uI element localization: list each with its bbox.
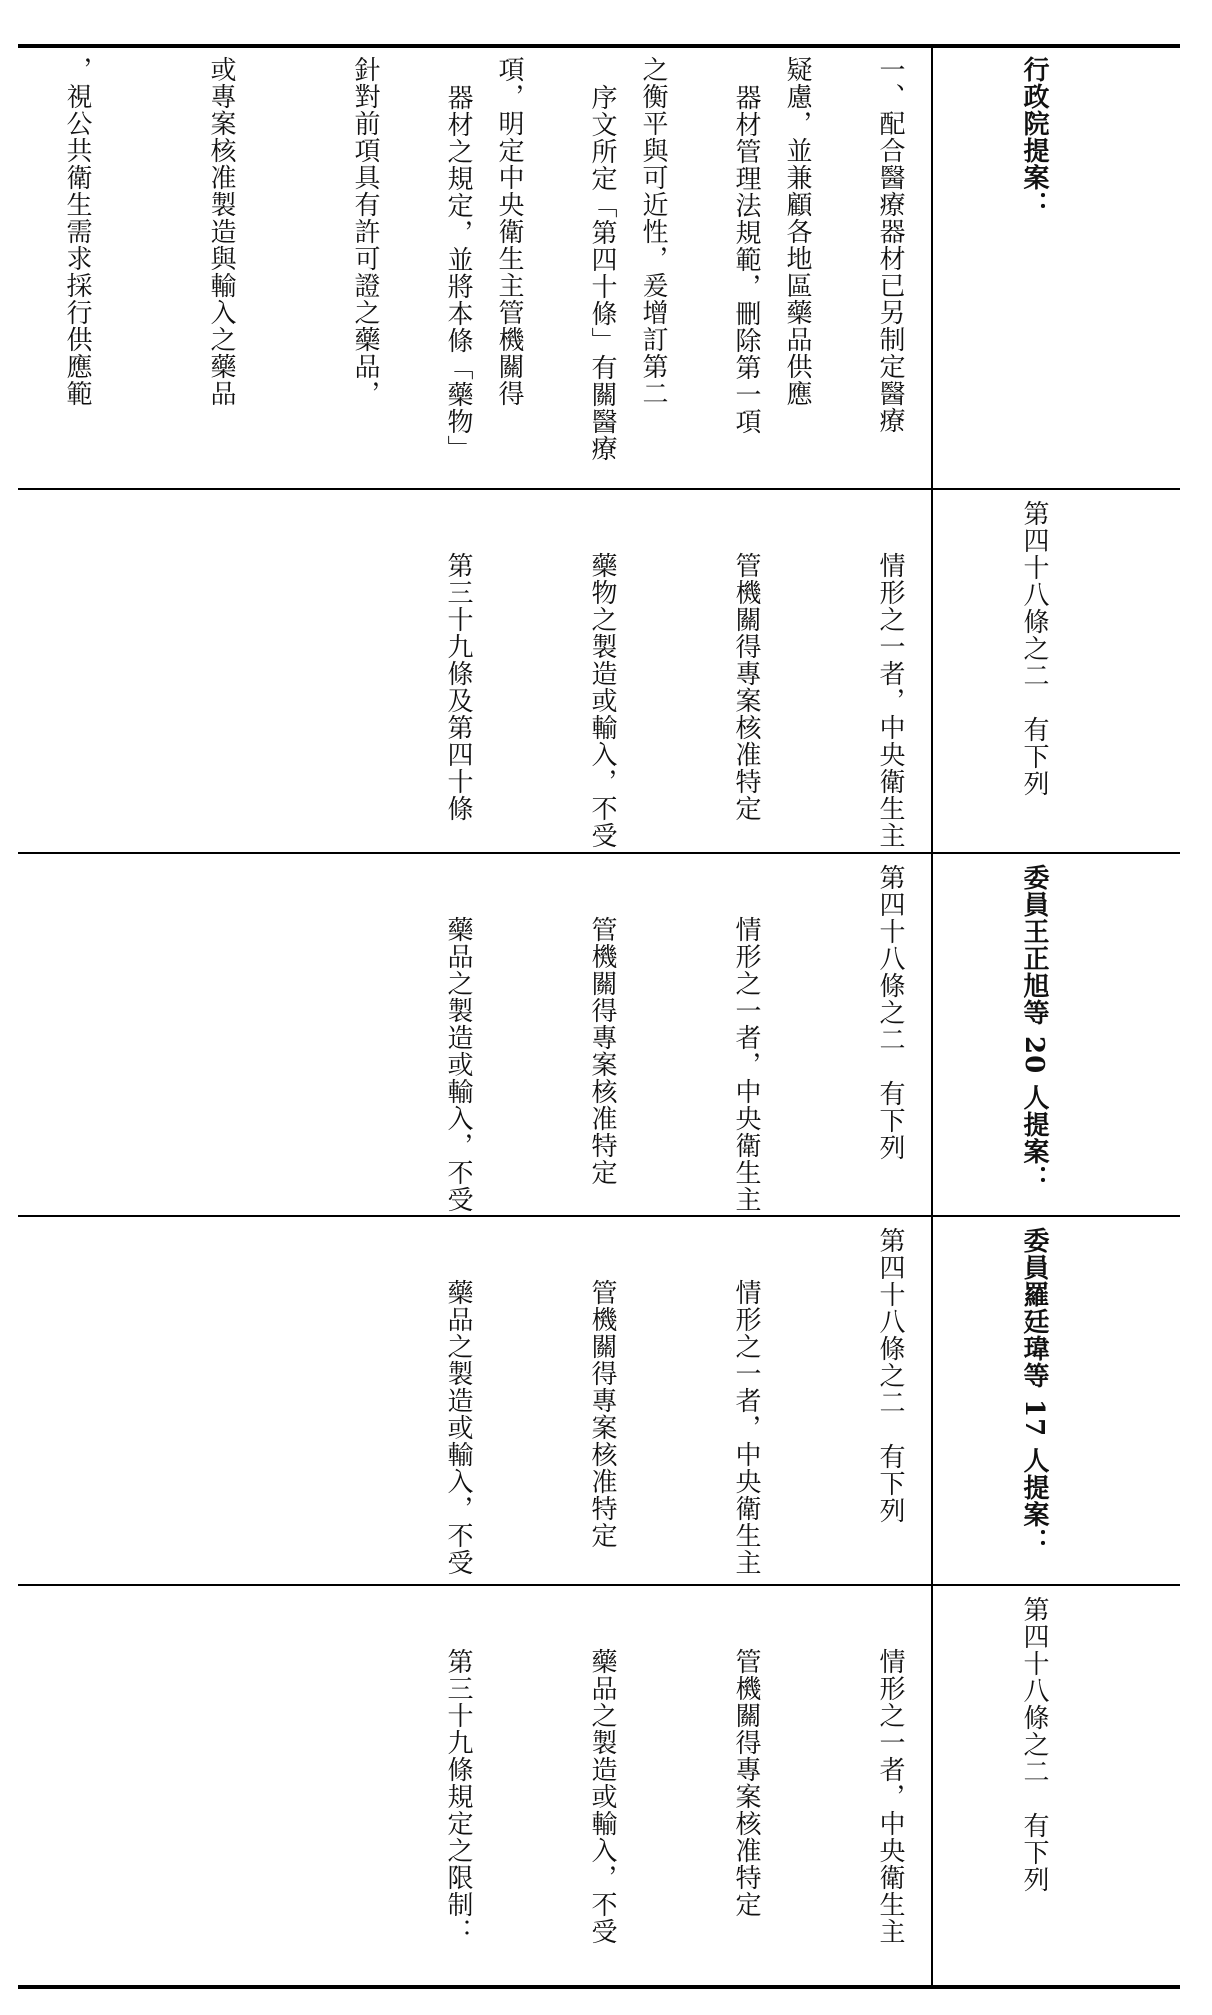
row-divider bbox=[933, 852, 1180, 854]
text-line: 藥品之製造或輸入，不受 bbox=[443, 1279, 473, 1576]
text-line: 情形之一者，中央衛生主 bbox=[731, 916, 761, 1213]
row-divider bbox=[933, 488, 1180, 490]
text-line: ，視公共衛生需求採行供應範 bbox=[62, 56, 92, 407]
text-line: 管機關得專案核准特定 bbox=[587, 1279, 617, 1549]
row-divider bbox=[933, 1584, 1180, 1586]
row-divider bbox=[18, 1584, 931, 1586]
text-line: 疑慮，並兼顧各地區藥品供應 bbox=[782, 56, 812, 407]
text-line: 藥品之製造或輸入，不受 bbox=[443, 916, 473, 1213]
text-line: 第四十八條之二 有下列 bbox=[1019, 500, 1049, 797]
executive-yuan-proposal bbox=[338, 56, 1154, 476]
text-line: 情形之一者，中央衛生主 bbox=[731, 1279, 761, 1576]
row-divider bbox=[933, 1215, 1180, 1217]
legislator-lo-proposal bbox=[338, 1227, 1154, 1576]
text-line: 器材之規定，並將本條「藥物」 bbox=[443, 84, 473, 462]
text-line: 或專案核准製造與輸入之藥品 bbox=[206, 56, 236, 407]
provision-text-section5 bbox=[338, 1596, 1154, 1976]
proposal-title: 委員羅廷瑋等 17 人提案： bbox=[1019, 1227, 1049, 1556]
row-divider bbox=[18, 1215, 931, 1217]
comparison-table bbox=[18, 44, 1180, 1989]
text-line: 藥物之製造或輸入，不受 bbox=[587, 552, 617, 849]
proposal-title: 委員王正旭等 20 人提案： bbox=[1019, 864, 1049, 1193]
provision-text-section2 bbox=[338, 500, 1154, 849]
text-line: 情形之一者，中央衛生主 bbox=[875, 1648, 905, 1945]
legislator-wang-proposal bbox=[338, 864, 1154, 1213]
text-line: 序文所定「第四十條」有關醫療 bbox=[587, 84, 617, 462]
text-line: 第四十八條之二 有下列 bbox=[1019, 1596, 1049, 1893]
text-line: 管機關得專案核准特定 bbox=[731, 552, 761, 822]
row-divider bbox=[18, 488, 931, 490]
text-line: 第四十八條之二 有下列 bbox=[875, 864, 905, 1161]
text-line: 管機關得專案核准特定 bbox=[731, 1648, 761, 1918]
text-line: 管機關得專案核准特定 bbox=[587, 916, 617, 1186]
text-line: 器材管理法規範，刪除第一項 bbox=[731, 84, 761, 435]
text-line: 一、配合醫療器材已另制定醫療 bbox=[875, 56, 905, 434]
text-line: 情形之一者，中央衛生主 bbox=[875, 552, 905, 849]
proposal-title: 行政院提案： bbox=[1019, 56, 1049, 218]
text-line: 藥品之製造或輸入，不受 bbox=[587, 1648, 617, 1945]
text-line: 第四十八條之二 有下列 bbox=[875, 1227, 905, 1524]
text-line: 第三十九條及第四十條 bbox=[443, 552, 473, 822]
text-line: 項，明定中央衛生主管機關得 bbox=[494, 56, 524, 407]
text-line: 第三十九條規定之限制： bbox=[443, 1648, 473, 1945]
text-line: 針對前項具有許可證之藥品， bbox=[350, 56, 380, 407]
row-divider bbox=[18, 852, 931, 854]
text-line: 之衡平與可近性，爰增訂第二 bbox=[638, 56, 668, 407]
